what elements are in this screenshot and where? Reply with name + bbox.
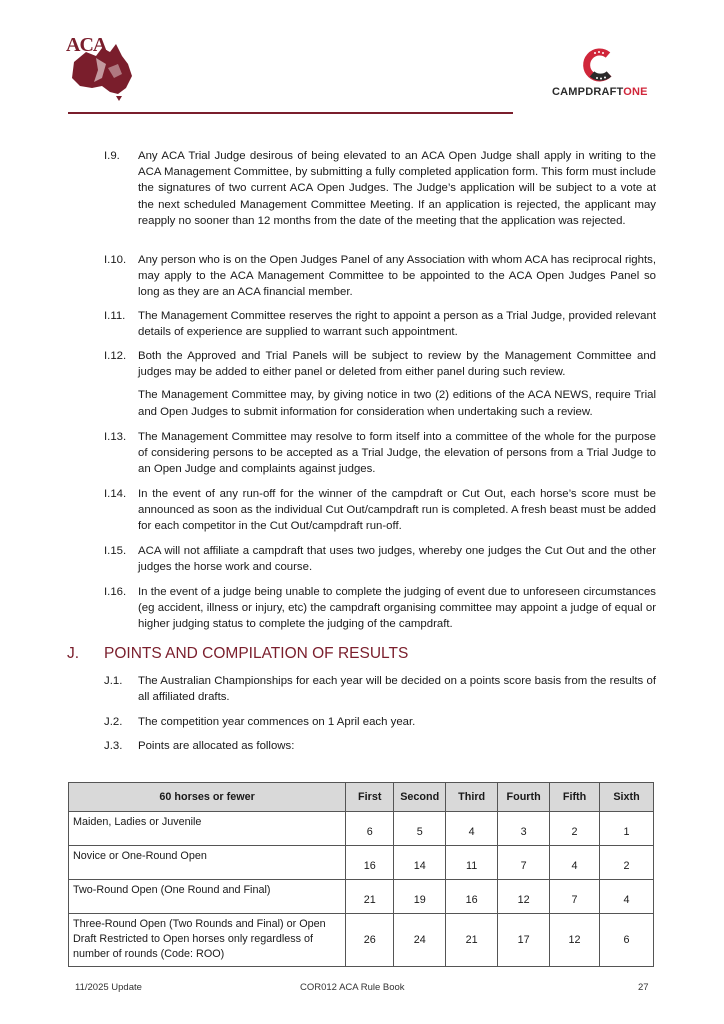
points-cell: 5: [394, 812, 446, 846]
points-cell: 14: [394, 846, 446, 880]
column-header: Fifth: [550, 783, 600, 812]
points-cell: 7: [550, 880, 600, 914]
clause-text-extra: The Management Committee may, by giving notice in two (2) editions of the ACA NEWS, require Trial and Open Judges to submit information for consideration when undertaking such a review.: [138, 389, 656, 418]
clause-i14: [104, 486, 656, 535]
points-cell: 6: [346, 812, 394, 846]
clause-number: I.15.: [104, 545, 127, 557]
category-cell: Two-Round Open (One Round and Final): [69, 880, 346, 914]
table-row: [69, 846, 654, 880]
points-cell: 6: [600, 914, 654, 967]
clause-number: I.11.: [104, 310, 126, 322]
clause-number: I.12.: [104, 350, 127, 362]
column-header: First: [346, 783, 394, 812]
points-cell: 4: [446, 812, 498, 846]
aca-logo: [66, 34, 138, 104]
clause-number: I.10.: [104, 254, 127, 266]
clause-i13: [104, 429, 656, 478]
points-cell: 4: [600, 880, 654, 914]
clause-text: Points are allocated as follows:: [138, 740, 295, 752]
clause-i16: [104, 584, 656, 633]
column-header: Second: [394, 783, 446, 812]
clause-number: I.16.: [104, 586, 127, 598]
clause-i10: [104, 252, 656, 301]
clause-text: In the event of any run-off for the winner of the campdraft or Cut Out, each horse’s score must be announced as soon as the individual Cut Out/campdraft run is completed. A fresh beast must be added for each competitor in the Cut Out/campdraft run-off.: [138, 488, 656, 533]
column-header: 60 horses or fewer: [69, 783, 346, 812]
points-cell: 26: [346, 914, 394, 967]
table-row: [69, 880, 654, 914]
clause-text: The Management Committee may resolve to form itself into a committee of the whole for the purpose of considering persons to be accepted as a Trial Judge, the elevation of persons from a Trial Judge to an Open Judge and complaints against judges.: [138, 431, 656, 476]
points-cell: 3: [498, 812, 550, 846]
points-cell: 21: [446, 914, 498, 967]
clause-number: J.1.: [104, 675, 123, 687]
clause-number: I.14.: [104, 488, 127, 500]
points-cell: 7: [498, 846, 550, 880]
header-divider: [68, 112, 513, 114]
page-number: 27: [638, 982, 649, 993]
points-cell: 17: [498, 914, 550, 967]
campdraftone-logo: [552, 48, 652, 104]
clause-text: In the event of a judge being unable to complete the judging of event due to unforeseen circumstances (eg accident, illness or injury, etc) the campdraft organising committee may appoint a judge of equal or higher judging status to complete the judging of the campdraft.: [138, 586, 656, 631]
wordmark-main: CAMPDRAFT: [552, 86, 624, 98]
points-cell: 12: [550, 914, 600, 967]
category-cell: Novice or One-Round Open: [69, 846, 346, 880]
points-cell: 21: [346, 880, 394, 914]
footer-update-date: 11/2025 Update: [75, 982, 142, 993]
section-letter: J.: [67, 645, 80, 662]
points-cell: 11: [446, 846, 498, 880]
column-header: Fourth: [498, 783, 550, 812]
clause-number: I.9.: [104, 150, 120, 162]
clause-text: Any person who is on the Open Judges Panel of any Association with whom ACA has reciprocal rights, may apply to the ACA Management Committee to be appointed to the ACA Open Judges Panel so long as they are an ACA financial member.: [138, 254, 656, 299]
column-header: Sixth: [600, 783, 654, 812]
footer-document-title: COR012 ACA Rule Book: [300, 982, 405, 993]
wordmark-accent: ONE: [623, 86, 648, 98]
clause-text: The Australian Championships for each year will be decided on a points score basis from the results of all affiliated drafts.: [138, 675, 656, 704]
points-cell: 19: [394, 880, 446, 914]
points-cell: 2: [550, 812, 600, 846]
clause-j3: [104, 738, 656, 754]
clause-i12: [104, 348, 656, 420]
points-table: [68, 782, 654, 967]
clause-text: Any ACA Trial Judge desirous of being elevated to an ACA Open Judge shall apply in writing to the ACA Management Committee, by submitting a fully completed application form. This form must include the signatures of two current ACA Open Judges. The Judge’s application will be subject to a vote at the next scheduled Management Committee Meeting. If an application is rejected, the applicant may reapply no sooner than 12 months from the date of the meeting that the application was rejected.: [138, 150, 656, 227]
campdraftone-c-icon: [582, 48, 616, 82]
clause-j2: [104, 714, 656, 730]
clause-i15: [104, 543, 656, 575]
points-cell: 4: [550, 846, 600, 880]
points-cell: 12: [498, 880, 550, 914]
clause-i9: [104, 148, 656, 229]
points-cell: 1: [600, 812, 654, 846]
category-cell: Maiden, Ladies or Juvenile: [69, 812, 346, 846]
clause-text: Both the Approved and Trial Panels will be subject to review by the Management Committee and judges may be added to either panel or deleted from either panel during such review.: [138, 350, 656, 379]
aca-logo-text: ACA: [66, 34, 107, 56]
points-cell: 16: [346, 846, 394, 880]
clause-j1: [104, 673, 656, 705]
page-header: [0, 0, 724, 120]
campdraftone-wordmark: [552, 86, 648, 98]
points-cell: 16: [446, 880, 498, 914]
points-cell: 2: [600, 846, 654, 880]
clause-number: I.13.: [104, 431, 127, 443]
table-row: [69, 812, 654, 846]
clause-i11: [104, 308, 656, 340]
table-row: [69, 914, 654, 967]
points-cell: 24: [394, 914, 446, 967]
category-cell: Three-Round Open (Two Rounds and Final) or Open Draft Restricted to Open horses only regardless of number of rounds (Code: ROO): [69, 914, 346, 967]
clause-text: ACA will not affiliate a campdraft that uses two judges, whereby one judges the Cut Out and the other judges the horse work and course.: [138, 545, 656, 574]
clause-text: The competition year commences on 1 April each year.: [138, 716, 416, 728]
clause-number: J.2.: [104, 716, 123, 728]
section-title: POINTS AND COMPILATION OF RESULTS: [104, 645, 409, 662]
table-header-row: [69, 783, 654, 812]
column-header: Third: [446, 783, 498, 812]
clause-text: The Management Committee reserves the right to appoint a person as a Trial Judge, provided relevant details of experience are supplied to warrant such appointment.: [138, 310, 656, 339]
clause-number: J.3.: [104, 740, 123, 752]
